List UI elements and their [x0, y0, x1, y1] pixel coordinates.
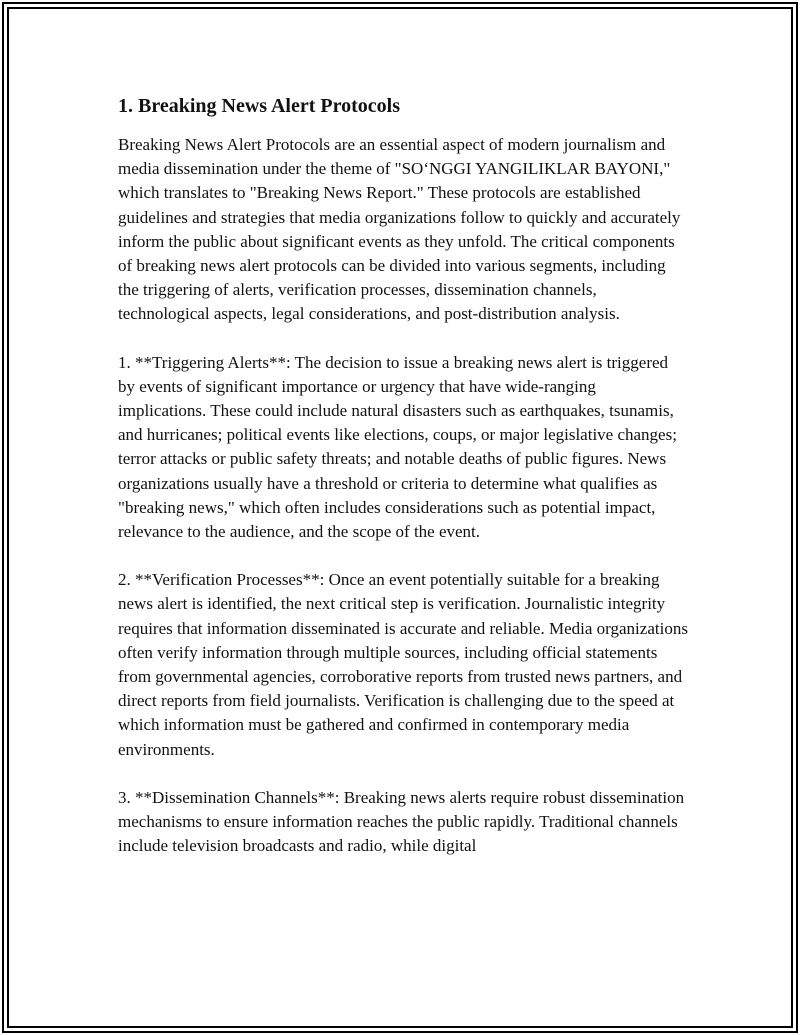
- section-heading: 1. Breaking News Alert Protocols: [118, 95, 401, 117]
- dissemination-channels-paragraph: 3. **Dissemination Channels**: Breaking news alerts require robust dissemination mechanisms to ensure information reaches the public rapidly. Traditional channels include television broadcasts and radio, while digital: [118, 787, 685, 856]
- triggering-alerts-paragraph: 1. **Triggering Alerts**: The decision to issue a breaking news alert is triggered by events of significant importance or urgency that have wide-ranging implications. These could include natural disasters such as earthquakes, tsunamis, and hurricanes; political events like elections, coups, or major legislative changes; terror attacks or public safety threats; and notable deaths of public figures. News organizations usually have a threshold or criteria to determine what qualifies as "breaking news," which often includes considerations such as potential impact, relevance to the audience, and the scope of the event.: [118, 352, 677, 542]
- intro-paragraph: Breaking News Alert Protocols are an essential aspect of modern journalism and media dissemination under the theme of "SO‘NGGI YANGILIKLAR BAYONI," which translates to "Breaking News Report." These protocols are established guidelines and strategies that media organizations follow to quickly and accurately inform the public about significant events as they unfold. The critical components of breaking news alert protocols can be divided into various segments, including the triggering of alerts, verification processes, dissemination channels, technological aspects, legal considerations, and post-distribution analysis.: [118, 135, 681, 324]
- verification-processes-paragraph: 2. **Verification Processes**: Once an event potentially suitable for a breaking news alert is identified, the next critical step is verification. Journalistic integrity requires that information disseminated is accurate and reliable. Media organizations often verify information through multiple sources, including official statements from governmental agencies, corroborative reports from trusted news partners, and direct reports from field journalists. Verification is challenging due to the speed at which information must be gathered and confirmed in contemporary media environments.: [118, 570, 688, 759]
- document-body: [118, 93, 688, 882]
